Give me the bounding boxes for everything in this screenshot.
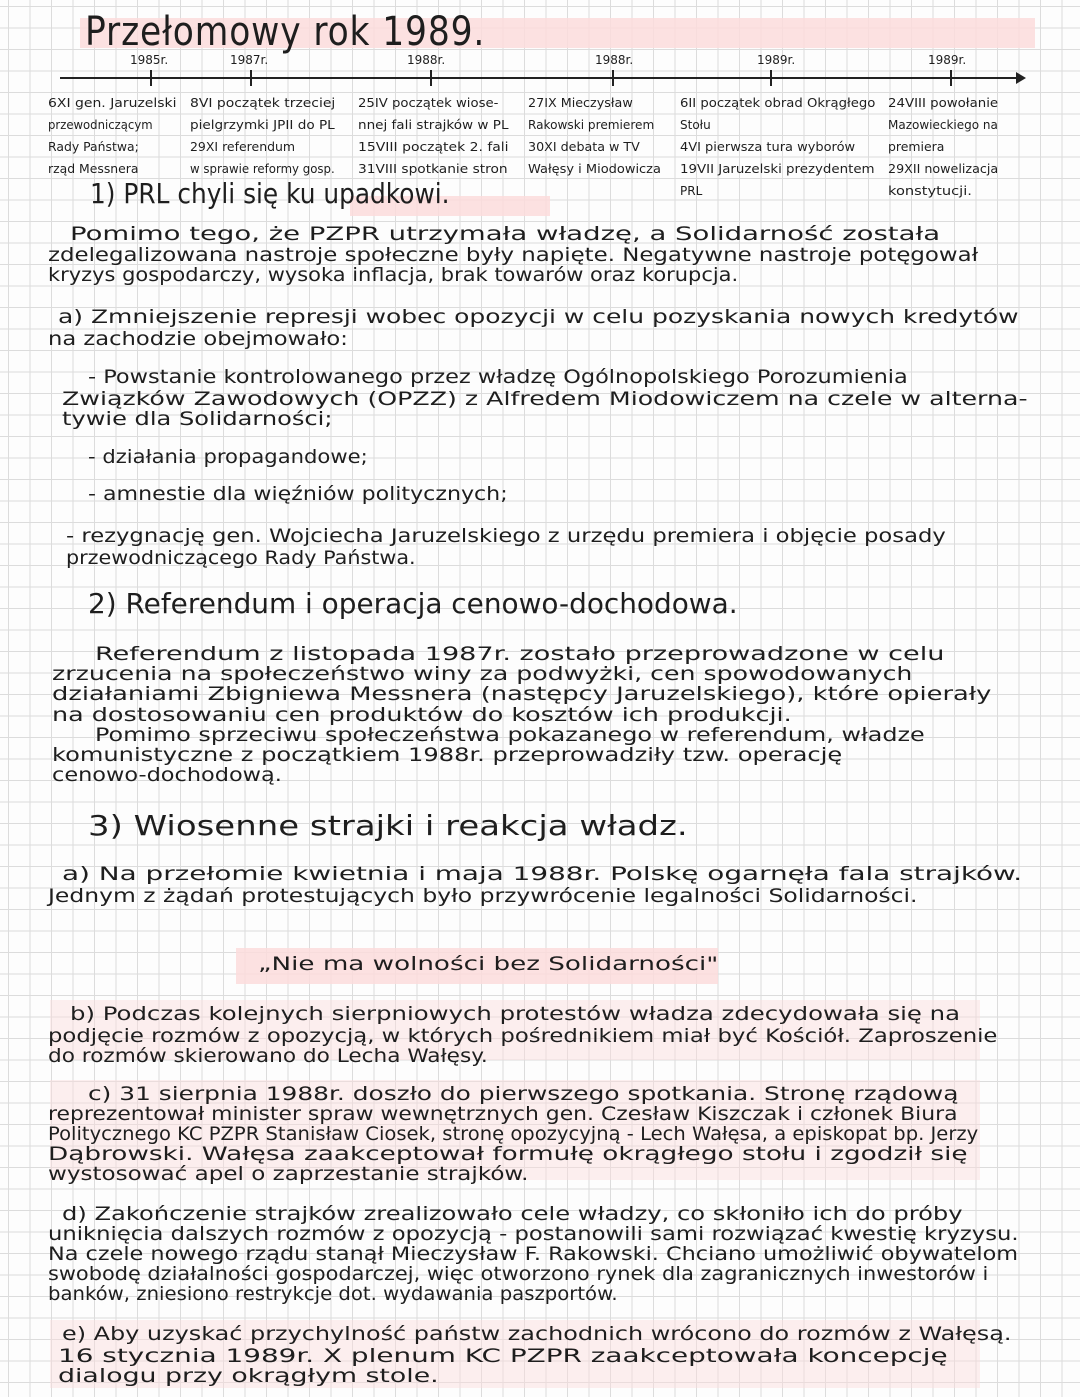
timeline-event-line: 15VIII początek 2. fali bbox=[358, 140, 509, 154]
timeline-tick bbox=[770, 70, 772, 86]
section-heading: 1) PRL chyli się ku upadkowi. bbox=[90, 177, 450, 210]
timeline-event-line: pielgrzymki JPII do PL bbox=[190, 118, 335, 132]
timeline-axis bbox=[60, 77, 1022, 79]
note-line: a) Na przełomie kwietnia i maja 1988r. Polskę ogarnęła fala strajków. bbox=[62, 863, 1023, 885]
note-line: na zachodzie obejmowało: bbox=[48, 328, 348, 350]
note-line: tywie dla Solidarności; bbox=[62, 408, 333, 430]
timeline-tick bbox=[150, 70, 152, 86]
note-line: b) Podczas kolejnych sierpniowych protestów władza zdecydowała się na bbox=[70, 1003, 961, 1025]
note-line: do rozmów skierowano do Lecha Wałęsy. bbox=[48, 1045, 488, 1067]
note-line: Pomimo tego, że PZPR utrzymała władzę, a Solidarność została bbox=[70, 223, 941, 245]
note-line: Związków Zawodowych (OPZZ) z Alfredem Miodowiczem na czele w alterna- bbox=[62, 388, 1028, 410]
note-line: Referendum z listopada 1987r. zostało przeprowadzone w celu bbox=[95, 643, 945, 665]
timeline-year: 1988r. bbox=[595, 53, 634, 67]
note-line: Dąbrowski. Wałęsa zaakceptował formułę okrągłego stołu i zgodził się bbox=[48, 1143, 968, 1165]
timeline-event-line: Wałęsy i Miodowicza bbox=[528, 162, 661, 176]
note-line: Na czele nowego rządu stanął Mieczysław F. Rakowski. Chciano umożliwić obywatelom bbox=[48, 1243, 1019, 1265]
note-line: cenowo-dochodową. bbox=[52, 764, 282, 786]
timeline-event-line: 27IX Mieczysław bbox=[528, 96, 633, 110]
timeline-tick bbox=[950, 70, 952, 86]
timeline-year: 1989r. bbox=[928, 53, 967, 67]
note-line: dialogu przy okrągłym stole. bbox=[58, 1365, 439, 1387]
section-heading: 3) Wiosenne strajki i reakcja władz. bbox=[88, 809, 688, 842]
note-line: swobodę działalności gospodarczej, więc otworzono rynek dla zagranicznych inwestorów i bbox=[48, 1263, 989, 1285]
note-line: Politycznego KC PZPR Stanisław Ciosek, stronę opozycyjną - Lech Wałęsa, a episkopat bp. Jerzy bbox=[48, 1123, 979, 1145]
timeline-event-line: w sprawie reformy gosp. bbox=[190, 162, 335, 176]
timeline-event-line: konstytucji. bbox=[888, 184, 972, 198]
timeline-event-line: 29XII nowelizacja bbox=[888, 162, 999, 176]
timeline-tick bbox=[430, 70, 432, 86]
timeline-year: 1985r. bbox=[130, 53, 169, 67]
timeline-event-line: rząd Messnera bbox=[48, 162, 139, 176]
timeline-tick bbox=[250, 70, 252, 86]
note-line: c) 31 sierpnia 1988r. doszło do pierwszego spotkania. Stronę rządową bbox=[88, 1083, 959, 1105]
timeline-event-line: premiera bbox=[888, 140, 945, 154]
timeline-event-line: 6XI gen. Jaruzelski bbox=[48, 96, 177, 110]
timeline-event-line: Mazowieckiego na bbox=[888, 118, 998, 132]
note-line: komunistyczne z początkiem 1988r. przeprowadziły tzw. operację bbox=[52, 744, 843, 766]
note-line: podjęcie rozmów z opozycją, w których pośrednikiem miał być Kościół. Zaproszenie bbox=[48, 1025, 998, 1047]
note-line: zdelegalizowana nastroje społeczne były napięte. Negatywne nastroje potęgował bbox=[48, 244, 979, 266]
timeline-event-line: Rady Państwa; bbox=[48, 140, 139, 154]
timeline-event-line: 29XI referendum bbox=[190, 140, 296, 154]
timeline-event-line: 8VI początek trzeciej bbox=[190, 96, 336, 110]
timeline-tick bbox=[612, 70, 614, 86]
note-line: zrzucenia na społeczeństwo winy za podwyżki, cen spowodowanych bbox=[52, 663, 913, 685]
note-line: wystosować apel o zaprzestanie strajków. bbox=[48, 1163, 529, 1185]
timeline-event-line: nnej fali strajków w PL bbox=[358, 118, 509, 132]
note-line: Jednym z żądań protestujących było przywrócenie legalności Solidarności. bbox=[48, 885, 918, 907]
timeline-event-line: Stołu bbox=[680, 118, 711, 132]
timeline-event-line: 19VII Jaruzelski prezydentem bbox=[680, 162, 875, 176]
note-line: Pomimo sprzeciwu społeczeństwa pokazanego w referendum, władze bbox=[95, 724, 925, 746]
note-line: uniknięcia dalszych rozmów z opozycją - postanowili sami rozwiązać kwestię kryzysu. bbox=[48, 1223, 1019, 1245]
note-line: reprezentował minister spraw wewnętrznych gen. Czesław Kiszczak i członek Biura bbox=[48, 1103, 958, 1125]
timeline-event-line: 4VI pierwsza tura wyborów bbox=[680, 140, 856, 154]
timeline-event-line: 25IV początek wiose- bbox=[358, 96, 499, 110]
note-line: - działania propagandowe; bbox=[88, 446, 368, 468]
timeline-event-line: 6II początek obrad Okrągłego bbox=[680, 96, 876, 110]
note-line: przewodniczącego Rady Państwa. bbox=[66, 547, 416, 569]
timeline-year: 1988r. bbox=[407, 53, 446, 67]
timeline-year: 1989r. bbox=[757, 53, 796, 67]
timeline-event-line: PRL bbox=[680, 184, 703, 198]
note-line: kryzys gospodarczy, wysoka inflacja, brak towarów oraz korupcja. bbox=[48, 264, 739, 286]
note-line: działaniami Zbigniewa Messnera (następcy Jaruzelskiego), które opierały bbox=[52, 683, 992, 705]
timeline-event-line: 24VIII powołanie bbox=[888, 96, 999, 110]
note-line: 16 stycznia 1989r. X plenum KC PZPR zaakceptowała koncepcję bbox=[58, 1345, 948, 1367]
note-line: - rezygnację gen. Wojciecha Jaruzelskiego z urzędu premiera i objęcie posady bbox=[66, 525, 946, 547]
quote: „Nie ma wolności bez Solidarności" bbox=[258, 953, 719, 975]
arrow-right-icon bbox=[1016, 72, 1026, 84]
section-heading: 2) Referendum i operacja cenowo-dochodowa. bbox=[88, 587, 738, 620]
note-line: na dostosowaniu cen produktów do kosztów ich produkcji. bbox=[52, 704, 792, 726]
timeline-event-line: 30XI debata w TV bbox=[528, 140, 640, 154]
note-line: - Powstanie kontrolowanego przez władzę Ogólnopolskiego Porozumienia bbox=[88, 366, 908, 388]
note-line: d) Zakończenie strajków zrealizowało cele władzy, co skłoniło ich do próby bbox=[62, 1203, 963, 1225]
note-line: a) Zmniejszenie represji wobec opozycji w celu pozyskania nowych kredytów bbox=[58, 306, 1019, 328]
note-line: - amnestie dla więźniów politycznych; bbox=[88, 483, 508, 505]
timeline-event-line: przewodniczącym bbox=[48, 118, 153, 132]
timeline-event-line: 31VIII spotkanie stron bbox=[358, 162, 508, 176]
note-line: banków, zniesiono restrykcje dot. wydawania paszportów. bbox=[48, 1283, 618, 1305]
page-title: Przełomowy rok 1989. bbox=[85, 9, 486, 55]
timeline-year: 1987r. bbox=[230, 53, 269, 67]
timeline-event-line: Rakowski premierem bbox=[528, 118, 655, 132]
note-line: e) Aby uzyskać przychylność państw zachodnich wrócono do rozmów z Wałęsą. bbox=[62, 1323, 1012, 1345]
